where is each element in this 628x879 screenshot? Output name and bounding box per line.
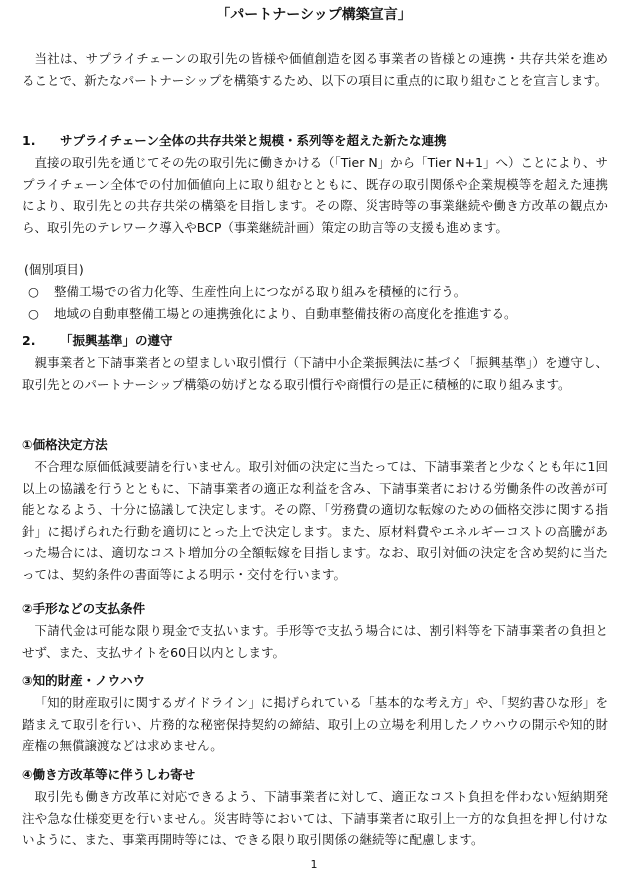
- subsection-workstyle-paragraph: 取引先も働き方改革に対応できるよう、下請事業者に対して、適正なコスト負担を伴わない短納期発注や急な仕様変更を行いません。災害時等においては、下請事業者に取引上一方的な負担を押し付けないように、また、事業再開時等には、できる限り取引関係の継続等に配慮します。: [22, 789, 608, 847]
- section-2-title: 「振興基準」の遵守: [60, 333, 173, 348]
- section-1-number: 1.: [22, 133, 36, 148]
- subsection-price-heading: ①価格決定方法: [22, 437, 108, 452]
- subsection-ip-paragraph: 「知的財産取引に関するガイドライン」に掲げられている「基本的な考え方」や、「契約書ひな形」を踏まえて取引を行い、片務的な秘密保持契約の締結、取引上の立場を利用したノウハウの開示や知的財産権の無償譲渡などは求めません。: [22, 695, 608, 753]
- subsection-payment-block: [22, 620, 608, 663]
- section-2-number: 2.: [22, 333, 36, 348]
- section-1-body-block: [22, 152, 608, 238]
- section-2-heading: [22, 330, 608, 352]
- section-2-body-block: [22, 352, 608, 395]
- subsection-price-paragraph: 不合理な原価低減要請を行いません。取引対価の決定に当たっては、下請事業者と少なくとも年に1回以上の協議を行うとともに、下請事業者の適正な利益を含み、下請事業者における労働条件の改善が可能となるよう、十分に協議して決定します。その際、「労務費の適切な転嫁のための価格交渉に関する指針」に掲げられた行動を適切にとった上で決定します。また、原材料費やエネルギーコストの高騰があった場合には、適切なコスト増加分の全額転嫁を目指します。なお、取引対価の決定を含め契約に当たっては、契約条件の書面等による明示・交付を行います。: [22, 459, 608, 582]
- individual-items-label: (個別項目): [24, 262, 84, 277]
- intro-block: [22, 48, 608, 91]
- subsection-ip-block: [22, 692, 608, 757]
- subsection-workstyle-block: [22, 786, 608, 851]
- subsection-price-block: [22, 456, 608, 585]
- circle-bullet-icon: ○: [28, 306, 39, 321]
- section-1-heading: [22, 130, 608, 152]
- list-item: [28, 303, 608, 325]
- page-number: 1: [310, 858, 318, 871]
- section-1-title: サプライチェーン全体の共存共栄と規模・系列等を超えた新たな連携: [60, 133, 447, 148]
- document-title: 「パートナーシップ構築宣言」: [216, 7, 412, 23]
- list-item-text: 地域の自動車整備工場との連携強化により、自動車整備技術の高度化を推進する。: [54, 306, 517, 321]
- subsection-ip-heading: ③知的財産・ノウハウ: [22, 673, 146, 688]
- subsection-payment-paragraph: 下請代金は可能な限り現金で支払います。手形等で支払う場合には、割引料等を下請事業者の負担とせず、また、支払サイトを60日以内とします。: [22, 623, 608, 660]
- intro-paragraph: 当社は、サプライチェーンの取引先の皆様や価値創造を図る事業者の皆様との連携・共存共栄を進めることで、新たなパートナーシップを構築するため、以下の項目に重点的に取り組むことを宣言します。: [22, 51, 608, 88]
- section-2-paragraph: 親事業者と下請事業者との望ましい取引慣行（下請中小企業振興法に基づく「振興基準」）を遵守し、取引先とのパートナーシップ構築の妨げとなる取引慣行や商慣行の是正に積極的に取り組みます。: [22, 355, 608, 392]
- list-item-text: 整備工場での省力化等、生産性向上につながる取り組みを積極的に行う。: [54, 284, 467, 299]
- list-item: [28, 281, 608, 303]
- circle-bullet-icon: ○: [28, 284, 39, 299]
- subsection-payment-heading: ②手形などの支払条件: [22, 601, 146, 616]
- section-1-paragraph: 直接の取引先を通じてその先の取引先に働きかける（「Tier N」から「Tier N+1」へ）ことにより、サプライチェーン全体での付加価値向上に取り組むとともに、既存の取引関係や企業規模等を超えた連携により、取引先との共存共栄の構築を目指します。その際、災害時等の事業継続や働き方改革の観点から、取引先のテレワーク導入やBCP（事業継続計画）策定の助言等の支援も進めます。: [22, 155, 608, 235]
- subsection-workstyle-heading: ④働き方改革等に伴うしわ寄せ: [22, 767, 196, 782]
